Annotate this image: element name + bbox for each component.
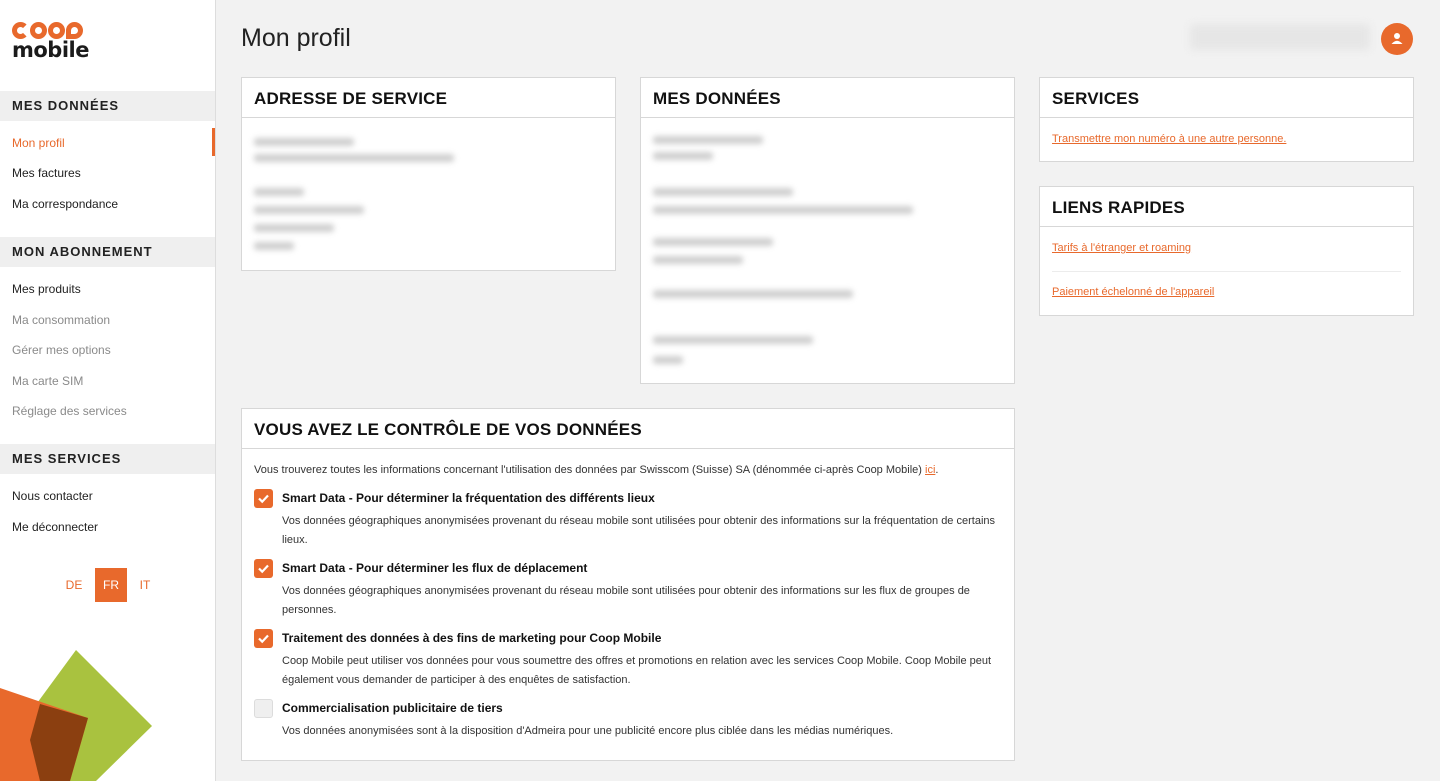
section-mes-donnees: MES DONNÉES [0,91,216,121]
option-description: Coop Mobile peut utiliser vos données pour vous soumettre des offres et promotions en relation avec les services Coop Mobile. Coop Mobile peut également vous demander de participer à des enquêtes de satisfaction. [282,655,992,686]
logo-text: mobile [12,38,89,62]
data-control-intro: Vous trouverez toutes les informations concernant l'utilisation des données par Swisscom (Suisse) SA (dénommée ci-après Coop Mobile) ici. [254,464,939,476]
nav-mon-profil[interactable]: Mon profil [12,136,65,150]
nav-ma-correspondance[interactable]: Ma correspondance [12,197,119,211]
active-indicator [212,128,215,156]
privacy-info-link[interactable]: ici [925,464,936,476]
option-title: Commercialisation publicitaire de tiers [282,701,503,715]
redacted-text [653,152,713,160]
transfer-number-link[interactable]: Transmettre mon numéro à une autre personne. [1052,133,1287,145]
section-mes-services: MES SERVICES [0,444,216,474]
lang-de[interactable]: DE [65,578,83,592]
nav-me-deconnecter[interactable]: Me déconnecter [12,520,99,534]
redacted-text [254,224,334,232]
section-mon-abonnement: MON ABONNEMENT [0,237,216,267]
services-card [1039,77,1414,162]
smart-data-frequency-checkbox[interactable] [254,489,273,508]
redacted-text [653,356,683,364]
user-avatar-button[interactable] [1381,23,1413,55]
redacted-text [254,154,454,162]
coop-mobile-logo[interactable] [12,22,89,61]
redacted-text [254,138,354,146]
link-divider [1052,271,1401,272]
services-title: SERVICES [1040,78,1413,118]
redacted-text [254,242,294,250]
data-control-title: VOUS AVEZ LE CONTRÔLE DE VOS DONNÉES [242,409,1014,449]
redacted-text [254,188,304,196]
option-title: Smart Data - Pour déterminer la fréquentation des différents lieux [282,491,655,505]
user-icon [1381,23,1413,55]
checkmark-icon [254,559,273,578]
redacted-text [653,206,913,214]
marketing-checkbox[interactable] [254,629,273,648]
nav-ma-consommation[interactable]: Ma consommation [12,313,111,327]
nav-gerer-mes-options[interactable]: Gérer mes options [12,343,111,357]
decorative-shapes [0,640,216,781]
checkmark-icon [254,629,273,648]
redacted-text [653,290,853,298]
nav-mes-produits[interactable]: Mes produits [12,282,81,296]
nav-reglage-des-services[interactable]: Réglage des services [12,404,127,418]
service-address-title: ADRESSE DE SERVICE [242,78,615,118]
lang-it[interactable]: IT [139,578,151,592]
nav-nous-contacter[interactable]: Nous contacter [12,489,93,503]
sidebar [0,0,216,781]
redacted-text [254,206,364,214]
redacted-text [653,336,813,344]
option-description: Vos données géographiques anonymisées provenant du réseau mobile sont utilisées pour obtenir des informations sur les flux de groupes de personnes. [282,585,970,616]
redacted-text [653,256,743,264]
option-description: Vos données géographiques anonymisées provenant du réseau mobile sont utilisées pour obtenir des informations sur la fréquentation de certains lieux. [282,515,996,546]
data-control-card [241,408,1015,761]
service-address-card [241,77,616,271]
my-data-card [640,77,1015,384]
nav-ma-carte-sim[interactable]: Ma carte SIM [12,374,84,388]
lang-fr[interactable]: FR [95,568,127,602]
option-description: Vos données anonymisées sont à la disposition d'Admeira pour une publicité encore plus ciblée dans les médias numériques. [282,725,894,737]
redacted-text [653,238,773,246]
roaming-tariffs-link[interactable]: Tarifs à l'étranger et roaming [1052,242,1192,254]
smart-data-flows-checkbox[interactable] [254,559,273,578]
installment-payment-link[interactable]: Paiement échelonné de l'appareil [1052,286,1215,298]
option-title: Traitement des données à des fins de marketing pour Coop Mobile [282,631,662,645]
redacted-text [653,188,793,196]
quick-links-card [1039,186,1414,316]
my-data-title: MES DONNÉES [641,78,1014,118]
page-title: Mon profil [241,24,351,52]
checkmark-icon [254,489,273,508]
third-party-advertising-checkbox[interactable] [254,699,273,718]
coop-logo-mark [12,22,89,39]
nav-mes-factures[interactable]: Mes factures [12,166,81,180]
user-name-redacted [1190,24,1370,50]
quick-links-title: LIENS RAPIDES [1040,187,1413,227]
option-title: Smart Data - Pour déterminer les flux de déplacement [282,561,588,575]
redacted-text [653,136,763,144]
